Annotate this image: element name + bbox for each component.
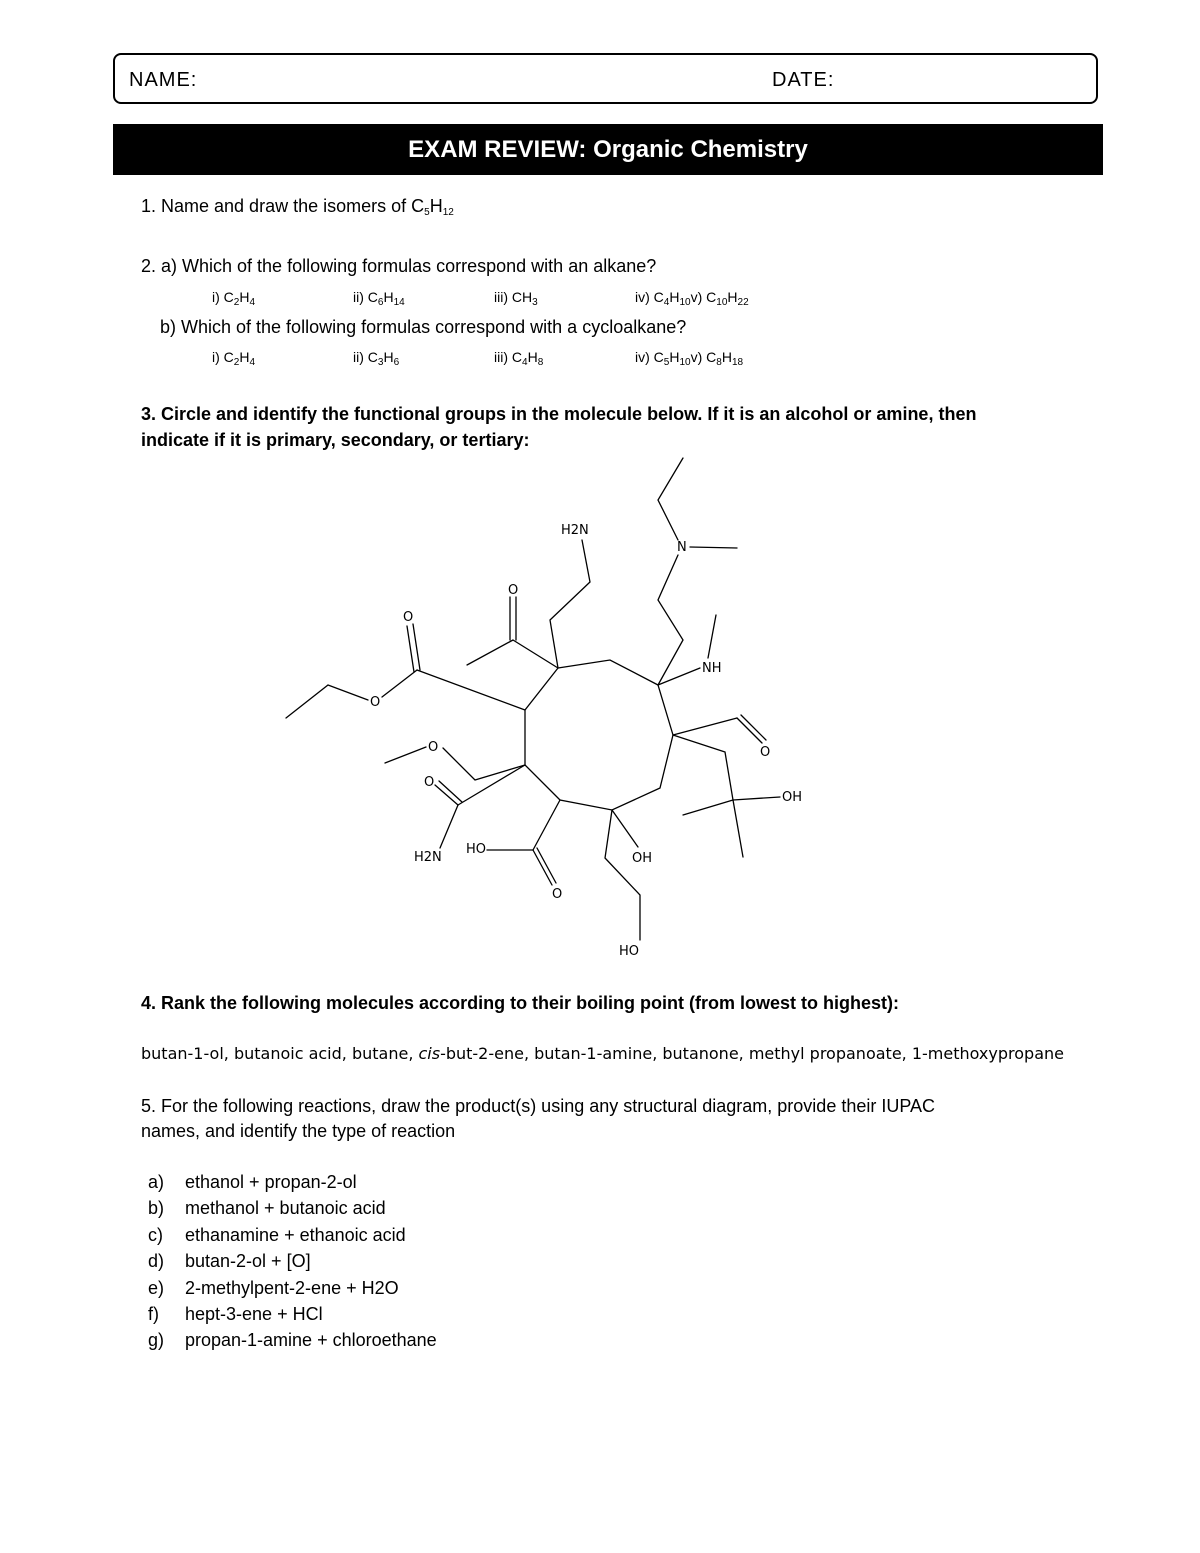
q2a-option-iv-v: iv) $C_4H_{10}v$) $C_{10}H_{22}$	[635, 289, 749, 308]
label-nh: NH	[702, 661, 722, 676]
q2a-option-i: i) $C_2H_4$	[212, 289, 256, 308]
q2a-option-iii: iii) $CH_3$	[494, 289, 538, 308]
question-2a: 2. a) Which of the following formulas correspond with an alkane?	[141, 256, 657, 276]
label-o-ester: O	[370, 695, 381, 710]
date-label: DATE:	[772, 69, 835, 91]
label-o-amide: O	[424, 775, 435, 790]
question-3-line1: 3. Circle and identify the functional groups in the molecule below. If it is an alcohol or amine, then	[141, 404, 977, 424]
label-o-ether: O	[428, 740, 439, 755]
name-label: NAME:	[129, 69, 198, 91]
molecule-structure	[270, 448, 830, 968]
question-4: 4. Rank the following molecules according to their boiling point (from lowest to highest):	[141, 993, 900, 1013]
q4-molecule-list: butan-1-ol, butanoic acid, butane, cis-but-2-ene, butan-1-amine, butanone, methyl propanoate, 1-methoxypropane	[141, 1044, 1064, 1063]
label-o-ester-double: O	[403, 610, 414, 625]
label-ho-acid: HO	[466, 842, 487, 857]
label-h2n-top: H2N	[561, 523, 589, 538]
q2a-option-ii: ii) $C_6H_{14}$	[353, 289, 405, 308]
q2b-option-iv-v: iv) $C_5H_{10}v$) $C_8H_{18}$	[635, 349, 744, 368]
label-ho-bottom: HO	[619, 944, 640, 959]
label-oh-tertiary: OH	[782, 790, 803, 805]
question-2b: b) Which of the following formulas correspond with a cycloalkane?	[160, 317, 687, 337]
q2b-option-i: i) $C_2H_4$	[212, 349, 256, 368]
q2b-option-iii: iii) $C_4H_8$	[494, 349, 544, 368]
question-3-line2: indicate if it is primary, secondary, or tertiary:	[141, 430, 530, 450]
label-o-aldehyde: O	[760, 745, 771, 760]
question-5-line1: 5. For the following reactions, draw the product(s) using any structural diagram, provide their IUPAC	[141, 1096, 936, 1116]
question-5-line2: names, and identify the type of reaction	[141, 1121, 456, 1141]
q2b-option-ii: ii) $C_3H_6$	[353, 349, 400, 368]
label-n: N	[677, 540, 687, 555]
question-1: 1. Name and draw the isomers of $C_5H_{12}$	[141, 196, 454, 218]
label-oh-ring: OH	[632, 851, 653, 866]
label-h2n-amide: H2N	[414, 850, 442, 865]
page-title: EXAM REVIEW: Organic Chemistry	[113, 124, 1103, 175]
name-date-box	[113, 53, 1098, 104]
label-o-acid: O	[552, 887, 563, 902]
label-o-ketone: O	[508, 583, 519, 598]
